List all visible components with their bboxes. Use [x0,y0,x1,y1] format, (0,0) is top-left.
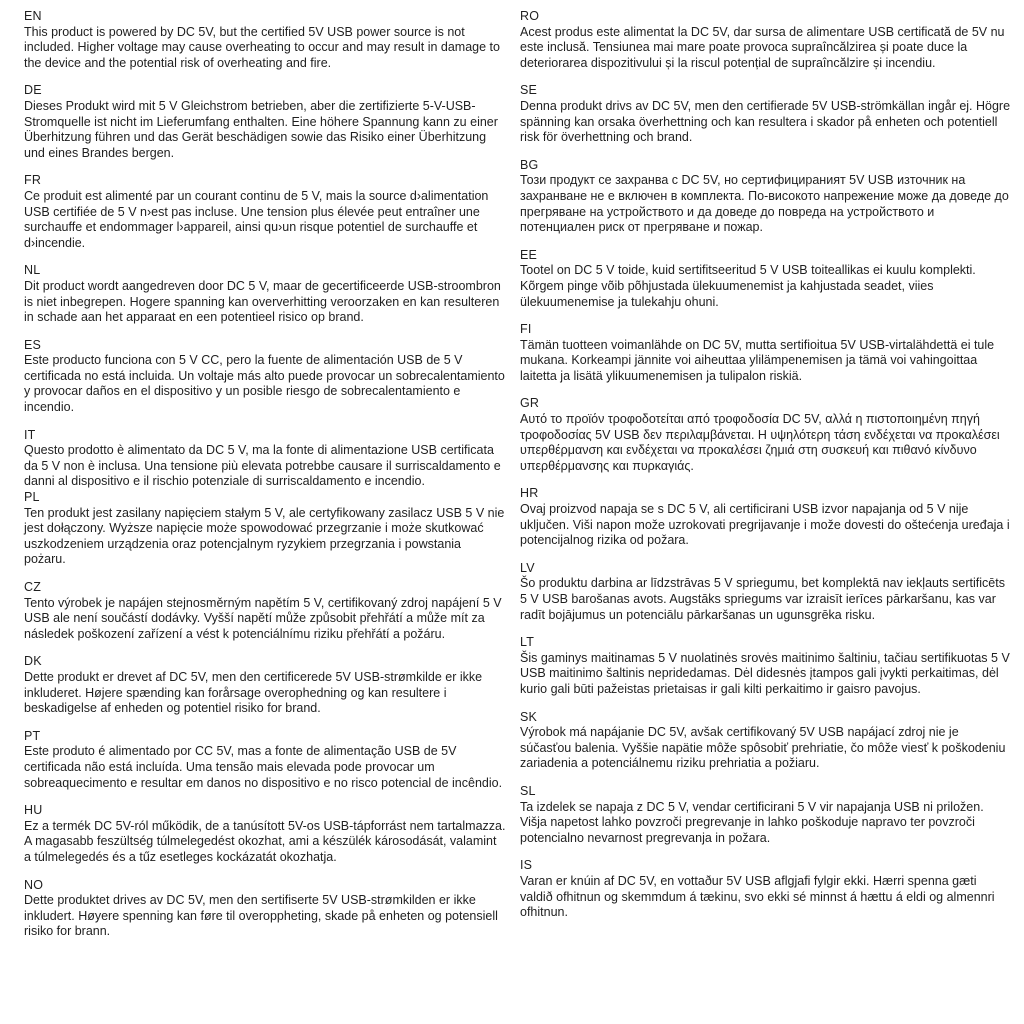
warning-text: This product is powered by DC 5V, but the certified 5V USB power source is not included. Higher voltage may cause overheating to occur and may result in damage to the device and the potential risk of overheating and fire. [24,24,500,70]
language-section-ee [520,248,1012,310]
warning-text: Questo prodotto è alimentato da DC 5 V, ma la fonte di alimentazione USB certificata da 5 V non è inclusa. Una tensione più elevata potrebbe causare il surriscaldamento e danni al dispositivo e il rischio potenziale di surriscaldamento e incendio. [24,443,501,489]
language-section-de [24,83,506,161]
warning-text: Este producto funciona con 5 V CC, pero la fuente de alimentación USB de 5 V certificada no está incluida. Un voltaje más alto puede provocar un sobrecalentamiento y provocar daños en el dispositivo y un posible riesgo de sobrecalentamiento e incendio. [24,353,505,415]
language-code: LT [520,635,535,650]
language-section-se [520,83,1012,145]
warning-text: Tootel on DC 5 V toide, kuid sertifitseeritud 5 V USB toiteallikas ei kuulu komplekti. Kõrgem pinge võib põhjustada ülekuumenemist ja kahjustada seadet, viies ülekuumenemise ja tulekahju ohuni. [520,263,976,309]
language-section-en [24,9,506,71]
language-code: NO [24,877,44,892]
language-code: LV [520,560,535,575]
language-section-lv [520,561,1012,623]
language-code: HR [520,486,539,501]
warning-text: Dette produktet drives av DC 5V, men den sertifiserte 5V USB-strømkilden er ikke inkludert. Høyere spenning kan føre til overoppheting, skade på enheten og potensiell risiko for brann. [24,893,498,939]
language-section-nl [24,263,506,325]
warning-text: Este produto é alimentado por CC 5V, mas a fonte de alimentação USB de 5V certificada não está incluída. Uma tensão mais elevada pode provocar um sobreaquecimento e resultar em danos no dispositivo e no risco potencial de incêndio. [24,744,503,790]
language-code: IS [520,858,533,873]
warning-text: Tämän tuotteen voimanlähde on DC 5V, mutta sertifioitua 5V USB-virtalähdettä ei tule mukana. Korkeampi jännite voi aiheuttaa ylilämpenemisen ja tämä voi vahingoittaa laitetta ja lisätä ylikuumenemisen ja tulipalon riskiä. [520,337,995,383]
language-code: SL [520,783,536,798]
language-section-ro [520,9,1012,71]
language-code: ES [24,337,42,352]
language-code: EN [24,9,42,23]
language-code: HU [24,803,43,818]
warning-text: Dette produkt er drevet af DC 5V, men den certificerede 5V USB-strømkilde er ikke inkluderet. Højere spænding kan forårsage overophedning og kan resultere i beskadigelse af enheden og potentiel risiko for brand. [24,669,483,716]
language-section-es [24,338,506,416]
language-code: IT [24,427,36,442]
warning-text: Tento výrobek je napájen stejnosměrným napětím 5 V, certifikovaný zdroj napájení 5 V USB ale není součástí dodávky. Vyšší napětí může způsobit přehřátí a může mít za následek poškození zařízení a vést k potenciálnímu riziku přehřátí a požáru. [24,595,502,641]
language-section-fi [520,322,1012,384]
language-section-sk [520,710,1012,772]
language-code: PT [24,728,41,743]
language-code: SK [520,709,538,724]
language-section-cz [24,580,506,642]
language-code: BG [520,157,539,172]
warning-text: Ta izdelek se napaja z DC 5 V, vendar certificirani 5 V vir napajanja USB ni priložen. Višja napetost lahko povzroči pregrevanje in lahko poškoduje napravo ter povzroči potencialno nevarnost pregrevanja in požara. [520,799,984,845]
language-code: FR [24,173,42,188]
warning-text: Ovaj proizvod napaja se s DC 5 V, ali certificirani USB izvor napajanja od 5 V nije uključen. Viši napon može uzrokovati pregrijavanje i može dovesti do oštećenja uređaja i potencijalnog rizika od požara. [520,502,1010,548]
language-code: FI [520,322,532,337]
language-section-hr [520,486,1012,548]
warning-text: Dit product wordt aangedreven door DC 5 V, maar de gecertificeerde USB-stroombron is niet inbegrepen. Hogere spanning kan oververhitting veroorzaken en kan resulteren in schade aan het apparaat en een potentieel risico op brand. [24,278,501,325]
warning-text: Výrobok má napájanie DC 5V, avšak certifikovaný 5V USB napájací zdroj nie je súčasťou balenia. Vyššie napätie môže spôsobiť prehriatie, čo môže viesť k poškodeniu zariadenia a potenciálnemu riziku prehriatia a požiaru. [520,725,1006,771]
language-code: PL [24,490,40,505]
language-section-dk [24,654,506,716]
language-section-no [24,878,506,940]
warning-text: Šo produktu darbina ar līdzstrāvas 5 V spriegumu, bet komplektā nav iekļauts sertificēts 5 V USB barošanas avots. Augstāks spriegums var izraisīt ierīces pārkaršanu, kas var radīt bojājumus un potenciālu pārkaršanas un ugunsgrēka risku. [520,576,1005,622]
warning-text: Varan er knúin af DC 5V, en vottaður 5V USB aflgjafi fylgir ekki. Hærri spenna gæti valdið ofhitnun og skemmdum á tækinu, svo ekki sé minnst á hættu á eldi og almennri ofhitnun. [520,873,995,920]
language-section-pt [24,729,506,791]
language-code: GR [520,396,540,411]
language-code: RO [520,9,540,23]
warning-text: Dieses Produkt wird mit 5 V Gleichstrom betrieben, aber die zertifizierte 5-V-USB-Stromquelle ist nicht im Lieferumfang enthalten. Eine höhere Spannung kann zu einer Überhitzung führen und das Gerät beschädigen sowie das Risiko einer Überhitzung und eines Brandes bergen. [24,98,498,160]
language-code: EE [520,247,538,262]
language-section-bg [520,158,1012,236]
language-code: NL [24,263,41,278]
warning-text: Acest produs este alimentat la DC 5V, dar sursa de alimentare USB certificată de 5V nu este inclusă. Tensiunea mai mare poate provoca supraîncălzirea și poate duce la deteriorarea dispozitivului și la riscul potențial de supraîncălzire și incendiu. [520,24,1005,70]
warning-text: Този продукт се захранва с DC 5V, но сертифицираният 5V USB източник на захранване не е включен в комплекта. По-високото напрежение може да доведе до прегряване на устройството и да доведе до повреда на устройството и потенциален риск от прегряване и пожар. [520,173,1009,235]
warning-text: Šis gaminys maitinamas 5 V nuolatinės srovės maitinimo šaltiniu, tačiau sertifikuotas 5 V USB maitinimo šaltinis nepridedamas. Dėl didesnės įtampos gali įvykti perkaitimas, dėl kurio gali būti pažeistas prietaisas ir gali kilti perkaitimo ir gaisro pavojus. [520,650,1010,696]
language-section-is [520,858,1012,920]
language-section-it [24,428,506,490]
language-code: SE [520,83,538,98]
warning-text: Ez a termék DC 5V-ról működik, de a tanúsított 5V-os USB-tápforrást nem tartalmazza. A magasabb feszültség túlmelegedést okozhat, ami a készülék károsodását, valamint a túlmelegedés és a tűz esetleges kockázatát okozhatja. [24,818,506,864]
warning-text: Ce produit est alimenté par un courant continu de 5 V, mais la source d›alimentation USB certifiée de 5 V n›est pas incluse. Une tension plus élevée peut entraîner une surchauffe et endommager l›appareil, ainsi qu›un risque potentiel de surchauffe et d›incendie. [24,188,489,250]
warning-text: Αυτό το προϊόν τροφοδοτείται από τροφοδοσία DC 5V, αλλά η πιστοποιημένη πηγή τροφοδοσίας 5V USB δεν περιλαμβάνεται. Η υψηλότερη τάση ενδέχεται να προκαλέσει υπερθέρμανση και ενδέχεται να προκαλέσει ζημιά στη συσκευή και πιθανό κίνδυνο υπερθέρμανσης και πυρκαγιάς. [520,412,1000,473]
warning-text: Denna produkt drivs av DC 5V, men den certifierade 5V USB-strömkällan ingår ej. Högre spänning kan orsaka överhettning och kan resultera i skador på enheten och potentiell risk för överhettning och brand. [520,98,1011,145]
language-section-hu [24,803,506,865]
language-section-gr [520,396,1012,474]
language-code: CZ [24,580,42,594]
language-code: DK [24,654,42,669]
language-section-pl [24,490,506,568]
language-code: DE [24,83,42,98]
left-column [24,9,506,1016]
language-section-fr [24,173,506,251]
right-column [520,9,1012,1016]
language-section-lt [520,635,1012,697]
language-section-sl [520,784,1012,846]
warning-text: Ten produkt jest zasilany napięciem stałym 5 V, ale certyfikowany zasilacz USB 5 V nie jest dołączony. Wyższe napięcie może spowodować przegrzanie i może skutkować uszkodzeniem urządzenia oraz potencjalnym ryzykiem przegrzania i powstania pożaru. [24,505,505,567]
